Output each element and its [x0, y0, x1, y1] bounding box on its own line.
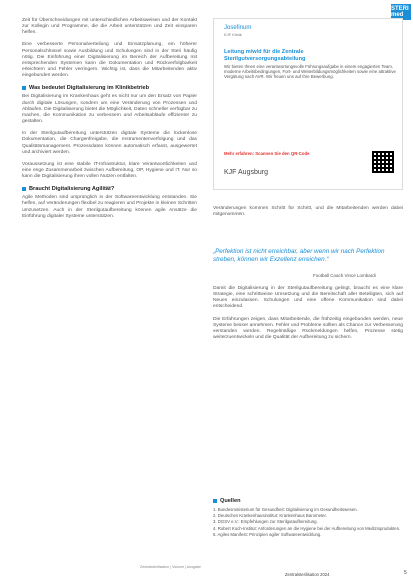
body-paragraph: Agile Methoden sind ursprünglich in der Softwareentwicklung entstanden. Sie helfen, auf Veränderungen flexibel zu reagieren und Projekte in kleinen Schritten umzusetzen. Auch in der Sterilgutaufbereitung können agile Ansätze die Einführung digitaler Systeme unterstützen. [22, 195, 197, 219]
qr-code-icon[interactable] [372, 151, 394, 173]
bullet-square-icon [213, 499, 217, 503]
source-item: 3. DGSV e.V.: Empfehlungen zur Sterilgutaufbereitung. [213, 519, 318, 525]
body-paragraph: In der Sterilgutaufbereitung unterstützen digitale Systeme die lückenlose Dokumentation, die Chargenfreigabe, die Instrumentenverfolgung und das Qualitätsmanagement. Prozessdaten können automatisch erfasst, ausgewertet und archiviert werden. [22, 131, 197, 155]
ad-logos [224, 169, 268, 176]
body-paragraph: Bei Digitalisierung im Krankenhaus geht es nicht nur um den Ersatz von Papier durch digitale Lösungen, sondern um eine Veränderung von Prozessen und Abläufen. Die Digitalisierung bietet die Möglichkeit, Daten schneller verfügbar zu machen, die Kommunikation zu verbessern und Arbeitsabläufe effizienter zu gestalten. [22, 94, 197, 125]
quote-author: Football Coach Vince Lombardi [313, 273, 376, 278]
intro-paragraph: Eine verbesserte Personalverteilung und Einsatzplanung, ein höherer Personalschlüssel sowie Ausbildung und Schulungen sind in der Steri häufig nötig. Die Einführung einer Digitalisierung im Bereich der Aufbereitung mit entsprechenden Systemen kann die Dokumentation und Rückverfolgbarkeit erleichtern und Fehler verringern. Wichtig ist, dass die Mitarbeitenden aktiv eingebunden werden. [22, 42, 197, 79]
body-paragraph: Die Erfahrungen zeigen, dass Mitarbeitende, die frühzeitig eingebunden werden, neue Systeme besser annehmen. Fehler und Probleme sollten als Chance zur Verbesserung verstanden werden. Regelmäßige Rückmeldungen helfen, Prozesse stetig weiterzuentwickeln und die Qualität der Aufbereitung zu sichern. [213, 316, 403, 341]
footer-journal: Zentralsterilisation 2024 [285, 572, 330, 577]
page-number: 5 [404, 570, 407, 576]
right-intro: Veränderungen kommen Schritt für Schritt, und die Mitarbeitenden werden dabei mitgenommen. [213, 206, 403, 218]
source-item: 4. Robert Koch-Institut: Anforderungen an die Hygiene bei der Aufbereitung von Medizinprodukten. [213, 525, 401, 531]
intro-paragraph: Zeit für Überschneidungen mit unterschiedlichen Arbeitsweisen und der Kontakt zur Kollegin und Programme, die die Arbeit unterstützen und Zeit einsparen helfen. [22, 18, 197, 36]
body-paragraph: Damit die Digitalisierung in der Sterilgutaufbereitung gelingt, braucht es eine klare Strategie, eine schrittweise Umsetzung und die Bereitschaft aller Beteiligten, sich auf Neues einzulassen. Schulungen und eine offene Kommunikation sind dabei entscheidend. [213, 286, 403, 310]
section-heading: Was bedeutet Digitalisierung im Klinikbetrieb [22, 85, 197, 91]
section-heading: Quellen [213, 498, 403, 504]
body-paragraph: Voraussetzung ist eine stabile IT-Infrastruktur, klare Verantwortlichkeiten und eine enge Zusammenarbeit zwischen Aufbereitung, OP, Hygiene und IT. Nur so kann die Digitalisierung ihren vollen Nutzen entfalten. [22, 161, 197, 180]
ad-title: Sterilgutversorgungsabteilung [224, 56, 306, 62]
kjf-logo: KJF Augsburg [224, 169, 268, 176]
source-item: 1. Bundesministerium für Gesundheit: Digitalisierung im Gesundheitswesen. [213, 507, 358, 512]
bullet-square-icon [22, 86, 26, 90]
sources-section [213, 498, 403, 538]
right-column-body [213, 286, 403, 347]
section-heading: Braucht Digitalisierung Agilität? [22, 186, 197, 192]
footer-meta: Zentralsterilisation | Volume | Ausgabe [140, 565, 201, 569]
magazine-logo: STERI med [391, 4, 411, 20]
pull-quote: „Perfektion ist nicht erreichbar, aber wenn wir nach Perfektion streben, können wir Exzellenz erreichen.“ [213, 248, 385, 263]
ad-brand-sub: KJF Klinik [224, 32, 242, 37]
job-advertisement [213, 18, 403, 190]
bullet-square-icon [22, 187, 26, 191]
left-column [22, 18, 197, 226]
ad-title: Leitung m/w/d für die Zentrale [224, 49, 304, 55]
ad-brand: Josefinum [224, 25, 252, 31]
ad-body: Wir bieten Ihnen eine verantwortungsvolle Führungsaufgabe in einem engagierten Team, moderne Arbeitsbedingungen, Fort- und Weiterbildungsmöglichkeiten sowie eine attraktive Vergütung nach AVR. Wir freuen uns auf Ihre Bewerbung. [224, 64, 396, 80]
ad-cta[interactable]: Mehr erfahren: Scannen Sie den QR-Code [224, 151, 310, 156]
source-item: 2. Deutsches Krankenhausinstitut: Krankenhaus Barometer. [213, 513, 327, 519]
source-item: 5. Agiles Manifest: Prinzipien agiler Softwareentwicklung. [213, 531, 322, 537]
